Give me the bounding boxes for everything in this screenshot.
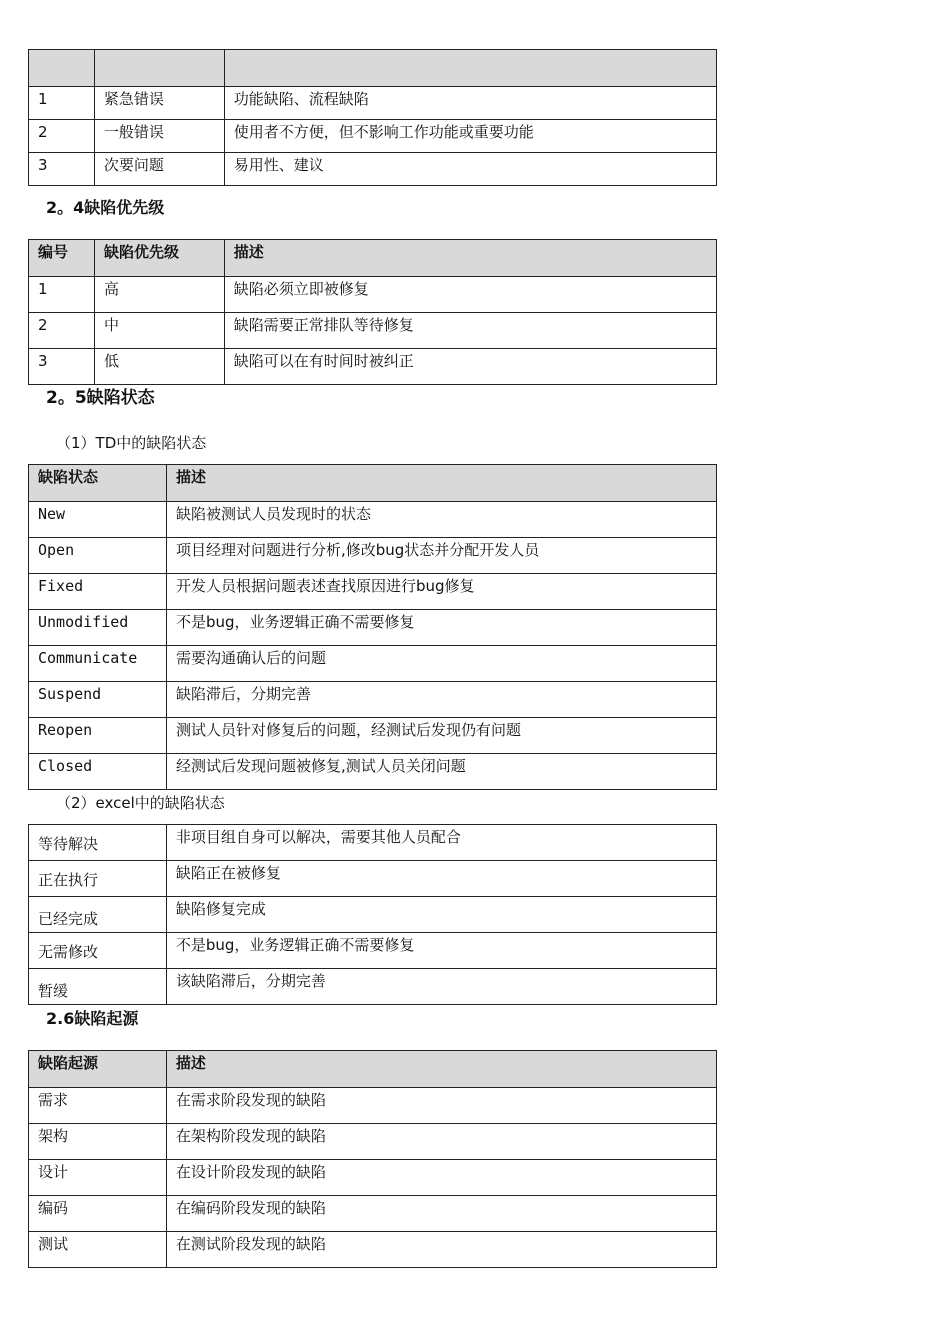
table-cell: 在架构阶段发现的缺陷 [166,1124,716,1160]
table-cell: 3 [29,153,95,186]
table-cell: 中 [94,313,224,349]
section-heading-origin: 2.6缺陷起源 [46,1009,139,1028]
table-header-row [29,50,717,87]
status-code-cell: Unmodified [29,610,167,646]
table-header-row [29,1051,717,1088]
table-row [29,897,717,933]
section-heading-priority: 2。4缺陷优先级 [46,198,165,217]
header-cell: 描述 [224,240,716,277]
table-row [29,718,717,754]
header-cell: 描述 [166,1051,716,1088]
table-cell: 紧急错误 [94,87,224,120]
table-cell: 暂缓 [29,969,167,1005]
table-row [29,1124,717,1160]
section-heading-status: 2。5缺陷状态 [46,388,155,408]
header-cell [224,50,716,87]
status-code-cell: Closed [29,754,167,790]
priority-table [28,239,717,385]
status-code-cell: Suspend [29,682,167,718]
table-row [29,349,717,385]
table-cell: 一般错误 [94,120,224,153]
table-cell: 需求 [29,1088,167,1124]
table-row [29,277,717,313]
table-cell: 在编码阶段发现的缺陷 [166,1196,716,1232]
table-cell: 低 [94,349,224,385]
header-cell [29,50,95,87]
header-cell: 缺陷起源 [29,1051,167,1088]
table-row [29,646,717,682]
excel-status-table [28,824,717,1005]
table-row [29,754,717,790]
table-cell: 不是bug，业务逻辑正确不需要修复 [166,933,716,969]
status-code-cell: Fixed [29,574,167,610]
table-cell: 需要沟通确认后的问题 [166,646,716,682]
table-cell: 不是bug，业务逻辑正确不需要修复 [166,610,716,646]
table-row [29,153,717,186]
status-code-cell: Reopen [29,718,167,754]
header-cell: 缺陷优先级 [94,240,224,277]
table-row [29,1196,717,1232]
table-cell: 缺陷滞后，分期完善 [166,682,716,718]
table-row [29,120,717,153]
table-cell: 3 [29,349,95,385]
table-cell: 高 [94,277,224,313]
table-cell: 缺陷必须立即被修复 [224,277,716,313]
table-row [29,1232,717,1268]
header-cell: 编号 [29,240,95,277]
table-cell: 非项目组自身可以解决，需要其他人员配合 [166,825,716,861]
status-code-cell: Open [29,538,167,574]
table-cell: 该缺陷滞后，分期完善 [166,969,716,1005]
table-cell: 缺陷正在被修复 [166,861,716,897]
table-cell: 1 [29,87,95,120]
table-row [29,313,717,349]
table-cell: 缺陷修复完成 [166,897,716,933]
table-cell: 开发人员根据问题表述查找原因进行bug修复 [166,574,716,610]
table-row [29,538,717,574]
subtitle-excel-status: （2）excel中的缺陷状态 [56,794,225,812]
header-cell: 描述 [166,465,716,502]
status-code-cell: Communicate [29,646,167,682]
table-row [29,825,717,861]
table-cell: 设计 [29,1160,167,1196]
table-cell: 测试人员针对修复后的问题，经测试后发现仍有问题 [166,718,716,754]
table-row [29,969,717,1005]
table-cell: 经测试后发现问题被修复,测试人员关闭问题 [166,754,716,790]
table-row [29,861,717,897]
table-cell: 功能缺陷、流程缺陷 [224,87,716,120]
table-cell: 架构 [29,1124,167,1160]
table-row [29,502,717,538]
table-cell: 测试 [29,1232,167,1268]
origin-table [28,1050,717,1268]
table-cell: 在测试阶段发现的缺陷 [166,1232,716,1268]
table-cell: 项目经理对问题进行分析,修改bug状态并分配开发人员 [166,538,716,574]
table-cell: 等待解决 [29,825,167,861]
status-code-cell: New [29,502,167,538]
table-cell: 缺陷被测试人员发现时的状态 [166,502,716,538]
table-cell: 次要问题 [94,153,224,186]
table-row [29,1160,717,1196]
table-cell: 无需修改 [29,933,167,969]
table-row [29,610,717,646]
table-cell: 正在执行 [29,861,167,897]
header-cell [94,50,224,87]
table-cell: 已经完成 [29,897,167,933]
table-cell: 在需求阶段发现的缺陷 [166,1088,716,1124]
table-cell: 在设计阶段发现的缺陷 [166,1160,716,1196]
table-row [29,87,717,120]
table-cell: 2 [29,120,95,153]
table-cell: 1 [29,277,95,313]
td-status-table [28,464,717,790]
table-cell: 使用者不方便，但不影响工作功能或重要功能 [224,120,716,153]
table-cell: 2 [29,313,95,349]
table-row [29,682,717,718]
table-cell: 编码 [29,1196,167,1232]
severity-table [28,49,717,186]
table-row [29,1088,717,1124]
table-row [29,574,717,610]
table-cell: 缺陷需要正常排队等待修复 [224,313,716,349]
subtitle-td-status: （1）TD中的缺陷状态 [56,434,207,452]
table-cell: 缺陷可以在有时间时被纠正 [224,349,716,385]
header-cell: 缺陷状态 [29,465,167,502]
table-row [29,933,717,969]
table-header-row [29,240,717,277]
table-header-row [29,465,717,502]
table-cell: 易用性、建议 [224,153,716,186]
